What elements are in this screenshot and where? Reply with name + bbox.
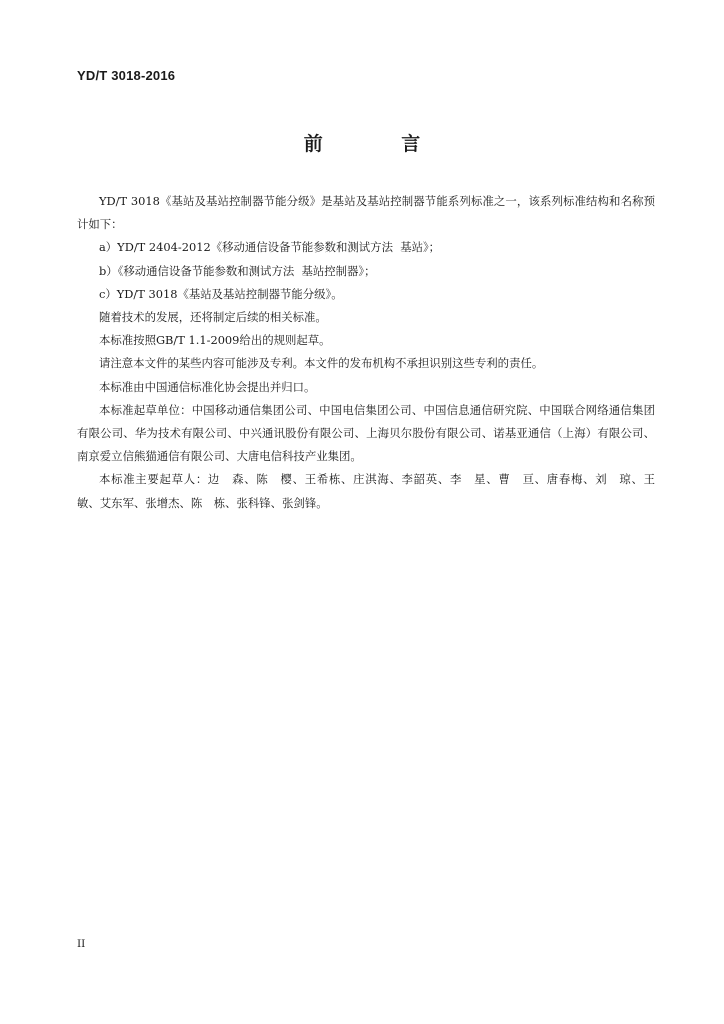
list-item-a: a）YD/T 2404-2012《移动通信设备节能参数和测试方法 基站》； (99, 240, 441, 255)
list-item-c: c）YD/T 3018《基站及基站控制器节能分级》。 (99, 286, 343, 301)
paragraph-future-standards: 随着技术的发展，还将制定后续的相关标准。 (99, 310, 327, 325)
paragraph-drafters: 本标准主要起草人：边 森、陈 樱、王希栋、庄淇海、李韶英、李 星、曹 亘、唐春梅、刘 琼、王 敏、艾东军、张增杰、陈 栋、张科锋、张剑锋。 (77, 472, 667, 510)
page-number: II (77, 938, 86, 950)
page-title: 前 言 (303, 133, 457, 155)
document-code: YD/T 3018-2016 (77, 68, 176, 83)
paragraph-drafting-rules: 本标准按照GB/T 1.1-2009给出的规则起草。 (99, 333, 331, 348)
paragraph-series-intro: YD/T 3018《基站及基站控制器节能分级》是基站及基站控制器节能系列标准之一，该系列标准结构和名称预计如下： (77, 194, 655, 232)
paragraph-drafting-organizations: 本标准起草单位：中国移动通信集团公司、中国电信集团公司、中国信息通信研究院、中国联合网络通信集团有限公司、华为技术有限公司、中兴通讯股份有限公司、上海贝尔股份有限公司、诺基亚通信（上海）有限公司、南京爱立信熊猫通信有限公司、大唐电信科技产业集团。 (77, 402, 655, 464)
paragraph-patent-notice: 请注意本文件的某些内容可能涉及专利。本文件的发布机构不承担识别这些专利的责任。 (99, 356, 544, 371)
paragraph-proposer: 本标准由中国通信标准化协会提出并归口。 (99, 379, 316, 394)
foreword-body (77, 190, 667, 515)
list-item-b: b）《移动通信设备节能参数和测试方法 基站控制器》； (99, 263, 376, 278)
